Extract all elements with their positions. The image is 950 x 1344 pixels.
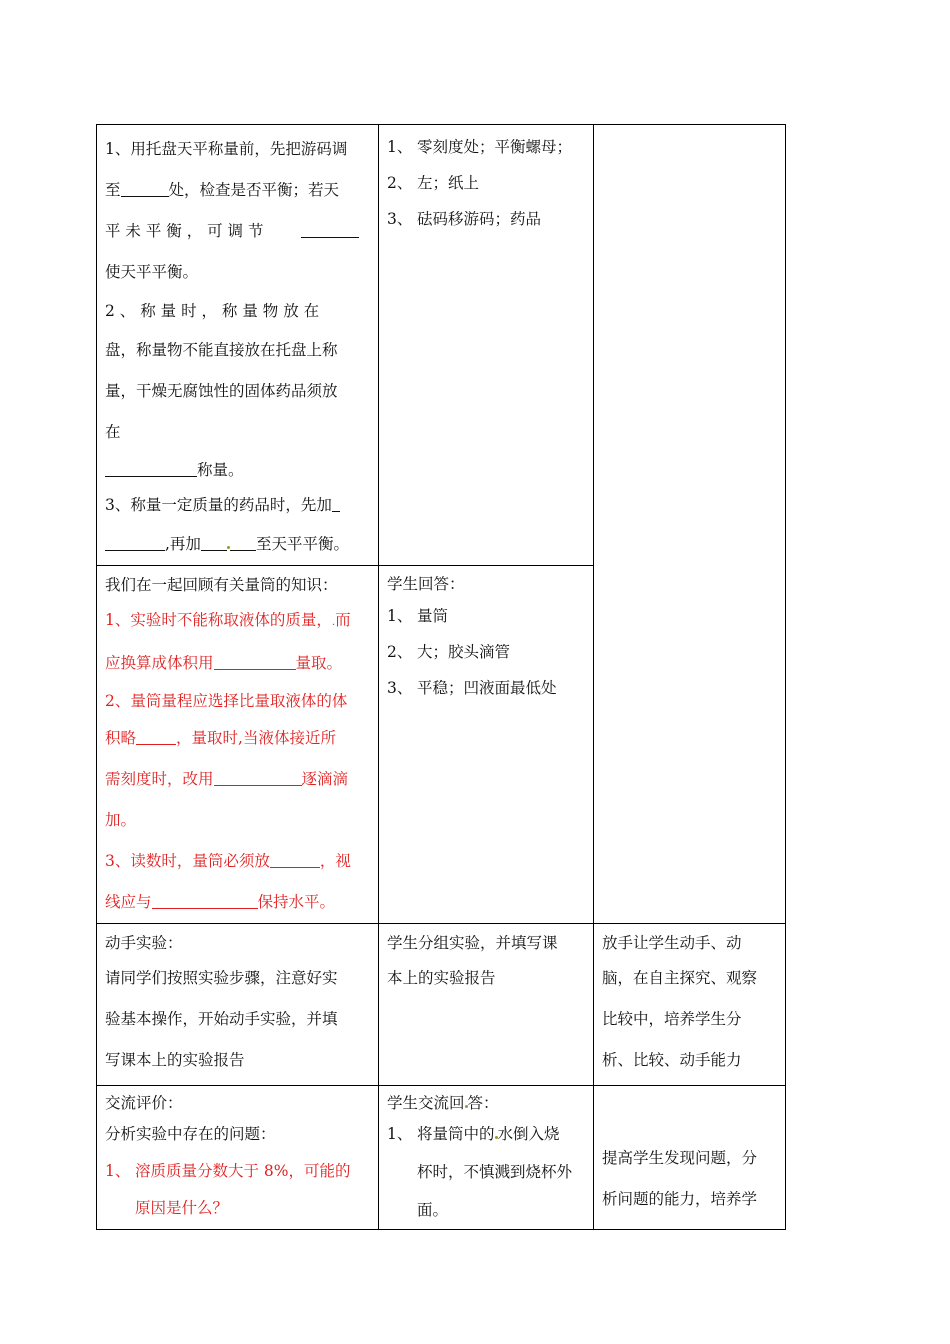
- evaluation-purpose-cell: [594, 1086, 786, 1230]
- text-line: 析问题的能力，培养学: [602, 1190, 758, 1208]
- question-line: 量，干燥无腐蚀性的固体药品须放: [105, 382, 338, 400]
- question-line: 1、 溶质质量分数大于 8%，可能的: [105, 1162, 351, 1180]
- question-line: 线应与 保持水平。: [105, 893, 336, 911]
- fill-blank: [201, 535, 227, 552]
- fill-blank: [332, 496, 340, 513]
- question-line: 盘，称量物不能直接放在托盘上称: [105, 341, 338, 359]
- answer-line: 1、 量筒: [387, 607, 449, 625]
- question-line: 2 、 称 量 时 ， 称 量 物 放 在: [105, 302, 320, 320]
- text-line: 验基本操作，开始动手实验，并填: [105, 1010, 338, 1028]
- answer-line: 3、 平稳；凹液面最低处: [387, 679, 557, 697]
- text-line: 析、比较、动手能力: [602, 1051, 742, 1069]
- question-line: 至 处，检查是否平衡；若天: [105, 181, 340, 199]
- question-line: 平 未 平 衡 ， 可 调 节: [105, 211, 370, 252]
- question-line: ,再加 至天平平衡。: [105, 524, 370, 565]
- question-line: 3、读数时，量筒必须放 ，视: [105, 852, 351, 870]
- question-line: 原因是什么？: [135, 1199, 229, 1217]
- question-line: 加。: [105, 811, 137, 829]
- question-line: 我们在一起回顾有关量筒的知识：: [105, 576, 338, 594]
- experiment-task-cell: [97, 924, 379, 1086]
- cylinder-questions-cell: [97, 566, 379, 924]
- fill-blank: [301, 222, 359, 239]
- fill-blank: [152, 893, 258, 910]
- section-title: 动手实验：: [105, 934, 183, 952]
- fill-blank: [230, 535, 256, 552]
- cylinder-answers-cell: [379, 566, 594, 924]
- question-line: 1、实验时不能称取液体的质量，.而: [105, 611, 351, 629]
- question-line: 1、用托盘天平称量前，先把游码调: [105, 140, 348, 158]
- question-line: 应换算成体积用 量取。: [105, 654, 343, 672]
- fill-blank: [136, 729, 176, 746]
- question-line: 使天平平衡。: [105, 263, 199, 281]
- text-line: 提高学生发现问题，分: [602, 1149, 758, 1167]
- balance-questions-cell: [97, 125, 379, 566]
- answer-line: 面。: [417, 1201, 449, 1219]
- question-line: 在: [105, 423, 121, 441]
- answer-line: 1、 零刻度处；平衡螺母；: [387, 138, 573, 156]
- text-line: 学生分组实验，并填写课: [387, 934, 558, 952]
- answer-line: 3、 砝码移游码；药品: [387, 210, 542, 228]
- table-row-balance: [97, 125, 786, 566]
- text-line: 写课本上的实验报告: [105, 1051, 245, 1069]
- text-line: 请同学们按照实验步骤，注意好实: [105, 969, 338, 987]
- answer-line: 杯时，不慎溅到烧杯外: [417, 1163, 573, 1181]
- text-line: 本上的实验报告: [387, 969, 496, 987]
- text-line: 放手让学生动手、动: [602, 934, 742, 952]
- question-line: 积略 ，量取时,当液体接近所: [105, 729, 336, 747]
- notes-cell-empty: [594, 125, 786, 924]
- evaluation-student-cell: [379, 1086, 594, 1230]
- answer-line: 2、 左；纸上: [387, 174, 480, 192]
- text-line: 比较中，培养学生分: [602, 1010, 742, 1028]
- question-line: 需刻度时，改用 逐滴滴: [105, 770, 349, 788]
- answers-title: 学生回答：: [387, 575, 465, 593]
- section-title: 学生交流回 答：: [387, 1094, 499, 1112]
- lesson-plan-table: [96, 124, 786, 1230]
- experiment-purpose-cell: [594, 924, 786, 1086]
- question-line: 2、量筒量程应选择比量取液体的体: [105, 692, 348, 710]
- experiment-student-cell: [379, 924, 594, 1086]
- table-row-evaluation: [97, 1086, 786, 1230]
- text-line: 分析实验中存在的问题：: [105, 1125, 276, 1143]
- fill-blank: [105, 461, 197, 478]
- balance-answers-cell: [379, 125, 594, 566]
- evaluation-task-cell: [97, 1086, 379, 1230]
- fill-blank: [270, 852, 320, 869]
- fill-blank: [214, 770, 302, 787]
- fill-blank: [105, 535, 165, 552]
- answer-line: 2、 大；胶头滴管: [387, 643, 511, 661]
- section-title: 交流评价：: [105, 1094, 183, 1112]
- question-line: 3、称量一定质量的药品时，先加: [105, 487, 370, 524]
- fill-blank: [121, 181, 169, 198]
- answer-line: 1、 将量筒中的 水倒入烧: [387, 1125, 560, 1143]
- question-line: 称量。: [105, 453, 370, 487]
- table-row-experiment: [97, 924, 786, 1086]
- fill-blank: [214, 654, 296, 671]
- text-line: 脑，在自主探究、观察: [602, 969, 758, 987]
